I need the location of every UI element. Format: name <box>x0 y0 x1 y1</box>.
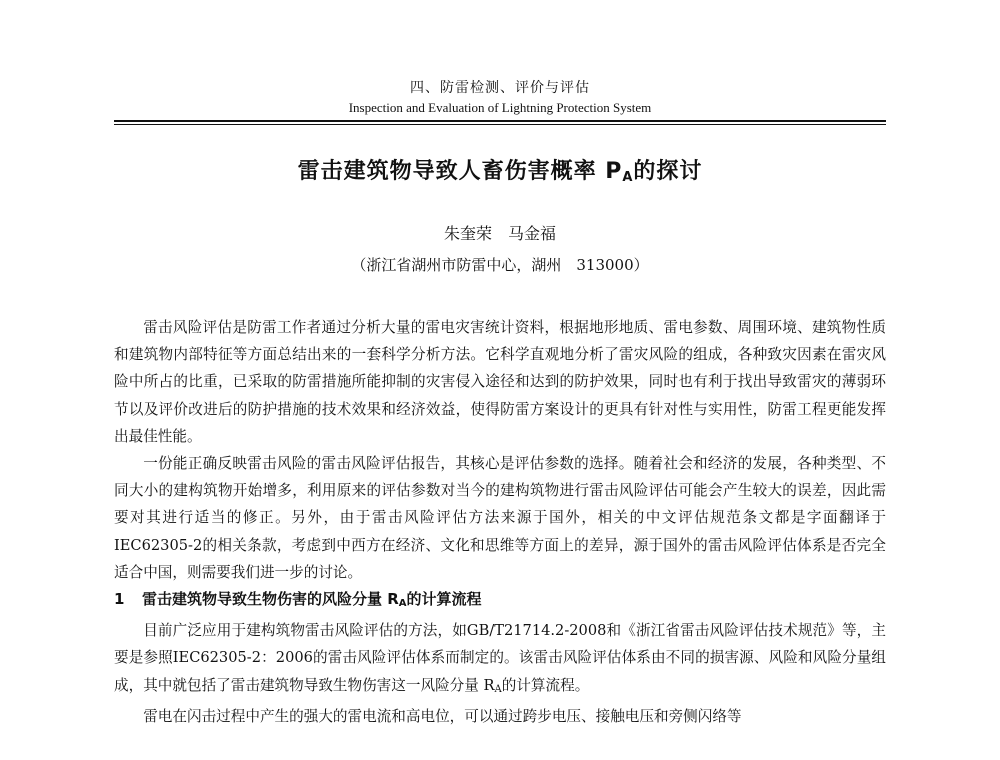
paragraph-section-1 <box>114 617 886 703</box>
section-title: 雷击建筑物导致生物伤害的风险分量 R <box>142 590 399 609</box>
paragraph-section-1-subscript: A <box>494 683 502 695</box>
paragraph-section-1-text: 目前广泛应用于建构筑物雷击风险评估的方法，如GB/T21714.2-2008和《浙江省雷击风险评估技术规范》等，主要是参照IEC62305-2：2006的雷击风险评估体系而制定的。该雷击风险评估体系由不同的损害源、风险和风险分量组成，其中就包括了雷击建筑物导致生物伤害这一风险分量 R <box>114 622 886 694</box>
paragraph-section-1-suffix: 的计算流程。 <box>501 676 590 694</box>
title-suffix: 的探讨 <box>633 159 703 184</box>
section-number: 1 <box>114 590 125 609</box>
paragraph-intro-1: 雷击风险评估是防雷工作者通过分析大量的雷电灾害统计资料，根据地形地质、雷电参数、周围环境、建筑物性质和建筑物内部特征等方面总结出来的一套科学分析方法。它科学直观地分析了雷灾风险的组成，各种致灾因素在雷灾风险中所占的比重，已采取的防雷措施所能抑制的灾害侵入途径和达到的防护效果，同时也有利于找出导致雷灾的薄弱环节以及评价改进后的防护措施的技术效果和经济效益，使得防雷方案设计的更具有针对性与实用性，防雷工程更能发挥出最佳性能。 <box>114 319 886 445</box>
section-heading-1 <box>114 586 886 617</box>
paper-title <box>0 154 1000 185</box>
paragraph-intro-2: 一份能正确反映雷击风险的雷击风险评估报告，其核心是评估参数的选择。随着社会和经济的发展，各种类型、不同大小的建构筑物开始增多，利用原来的评估参数对当今的建构筑物进行雷击风险评估可能会产生较大的误差，因此需要对其进行适当的修正。另外，由于雷击风险评估方法来源于国外，相关的中文评估规范条文都是字面翻译于IEC62305-2的相关条款，考虑到中西方在经济、文化和思维等方面上的差异，源于国外的雷击风险评估体系是否完全适合中国，则需要我们进一步的讨论。 <box>114 455 886 581</box>
section-title-subscript: A <box>398 598 407 610</box>
authors: 朱奎荣 马金福 <box>443 224 556 243</box>
title-subscript: A <box>622 170 634 185</box>
section-title-suffix: 的计算流程 <box>406 590 482 609</box>
header-rule-thin <box>114 124 886 125</box>
title-main: 雷击建筑物导致人畜伤害概率 P <box>297 159 623 184</box>
body-text <box>114 314 886 730</box>
paragraph-cut-off: 雷电在闪击过程中产生的强大的雷电流和高电位，可以通过跨步电压、接触电压和旁侧闪络等 <box>143 707 742 725</box>
header-rule-thick <box>114 120 886 122</box>
running-head-english: Inspection and Evaluation of Lightning Protection System <box>348 100 652 115</box>
affiliation: （浙江省湖州市防雷中心，湖州 313000） <box>351 256 649 274</box>
running-head-chinese: 四、防雷检测、评价与评估 <box>410 80 590 96</box>
